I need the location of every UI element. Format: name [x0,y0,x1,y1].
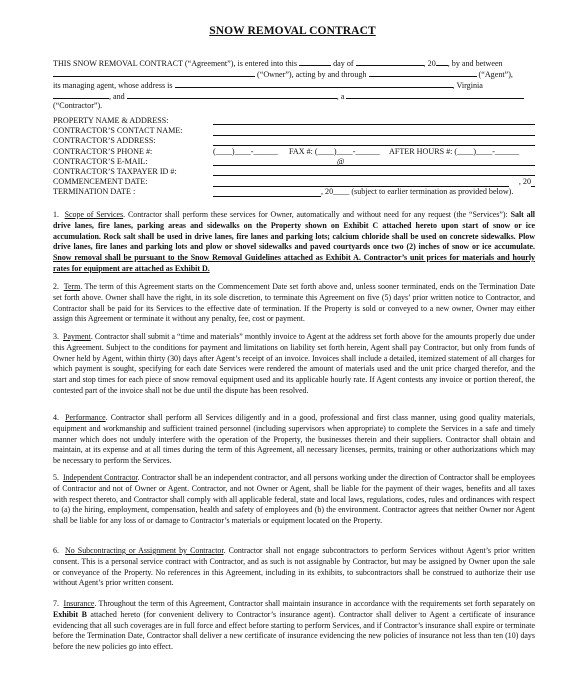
section-heading: Scope of Services [64,210,124,219]
section-text: . The term of this Agreement starts on the Commencement Date set forth above and, unless sooner terminated, ends on the Termination Date set forth above. Owner shall have the right, in its sole discretion, to terminate this Agreement on five (5) days’ prior written notice to Contractor, and Contractor shall be paid for its Services to the effective date of termination. If the Property is sold or conveyed to a new owner, Owner may either assign this Agreement or terminate it without any penalty, fee, cost or payment. [53,282,535,324]
phone-field[interactable]: (____)____-______ [213,146,278,156]
year-field[interactable] [436,57,448,66]
property-info-block [53,116,535,198]
section-no-subcontracting [53,546,535,589]
zip-field[interactable] [53,90,109,99]
property-row [53,116,535,126]
section-scope-of-services [53,210,535,275]
fax-field[interactable]: FAX #: (____)____-______ [289,146,380,156]
agent-field[interactable] [369,68,477,77]
section-text: . Throughout the term of this Agreement, Contractor shall maintain insurance in accordance with the requirements set forth separately on [94,599,535,608]
section-text: . Contractor shall be an independent contractor, and all persons working under the direction of Contractor shall be employees of Contractor and not of Owner or Agent. Contractor, and not Owner or Agent, shall be liable for the payment of their wages, benefits and all taxes with respect thereto, and Contractor shall comply with all applicable federal, state and local laws, regulations, codes, rules and ordinances with respect to (a) the hiring, employment, compensation, health and safety of employees and (b) the environment. Contractor agrees that neither Owner nor Agent shall be liable for any loss of or damage to Contractor’s materials or equipment located on the Property. [53,473,536,525]
commencement-row [53,177,535,187]
section-heading: Insurance [63,599,95,608]
intro-line-5 [53,100,535,111]
section-text: attached hereto (for convenient delivery to Contractor’s insurance agent). Contractor shall deliver to Agent a certificate of insurance evidencing that all such coverages are in full force and effect before starting to perform Services, and if Contractor’s insurance shall expire or terminate before the Termination Date, Contractor shall deliver a new certificate of insurance evidencing the new policies of insurance not less than ten (10) days before the new policies go into effect. [53,609,535,651]
intro-text: , a [336,92,345,101]
intro-text: day of [333,59,354,68]
section-number: 7. [53,599,59,608]
owner-field[interactable] [53,68,255,77]
intro-text: (“Contractor”). [53,101,103,110]
property-label: PROPERTY NAME & ADDRESS: [53,116,169,125]
section-heading: Independent Contractor [62,473,138,482]
address-label: CONTRACTOR’S ADDRESS: [53,136,156,146]
section-number: 4. [53,413,59,422]
section-text: . Contractor shall perform all Services diligently and in a good, professional and first class manner, using good quality materials, equipment and workmanship and sufficient trained personnel (including supervisors when appropriate) to complete the Services in a safe and timely manner which does not unduly interfere with the operation of the Property, the businesses therein and their suppliers. Contractor shall obtain and maintain, at its expense and at all times during the term of this Agreement, all necessary licenses, permits, training or other authorizations which may be necessary to perform the Services. [53,413,535,465]
contact-label: CONTRACTOR’S CONTACT NAME: [53,126,183,136]
day-field[interactable] [299,57,331,66]
month-field[interactable] [356,57,424,66]
address-row [53,136,535,146]
contact-row [53,126,535,136]
section-bold-text: Salt all drive lanes, fire lanes, parking areas and sidewalks on the Property shown on Exhibit C attached hereto upon start of snow or ice accumulation. Rock salt shall be used in drive lanes, fire lanes and parking lots; calcium chloride shall be used on concrete sidewalks. Plow drive lanes, fire lanes and parking lots and plow or shovel sidewalks and paved courtyards once two (2) inches of snow or ice accumulate. [53,210,535,252]
section-text: . Contractor shall perform these services for Owner, automatically and without need for any request (the “Services”): [123,210,511,219]
taxpayer-label: CONTRACTOR’S TAXPAYER ID #: [53,166,177,176]
section-text: . Contractor shall not engage subcontractors to perform Services without Agent’s prior written consent. This is a personal service contract with Contractor, and as such is not assignable by Contractor, but may be assigned by Owner upon the sale or conveyance of the Property. No references in this Agreement, including in its exhibits, to subcontractors shall be construed to authorize their use without Agent’s prior written consent. [53,546,536,588]
termination-row [53,187,535,197]
after-hours-field[interactable]: AFTER HOURS #: (____)____-______ [389,146,520,156]
email-row [53,157,535,167]
phone-row [53,147,535,157]
termination-note: , 20____ (subject to earlier termination as provided below). [321,187,514,197]
intro-text: its managing agent, whose address is [53,81,173,90]
intro-text: (“Agent”), [478,70,513,79]
section-heading: No Subcontracting or Assignment by Contractor [65,546,224,555]
intro-text: , by and between [447,59,503,68]
section-number: 1. [53,210,59,219]
intro-text: , Virginia [452,81,483,90]
termination-label: TERMINATION DATE : [53,187,136,197]
section-number: 3. [53,332,59,341]
commencement-year: , 20 [518,177,531,187]
intro-text: THIS SNOW REMOVAL CONTRACT (“Agreement”), is entered into this [53,59,298,68]
section-payment [53,332,535,397]
email-label: CONTRACTOR’S E-MAIL: [53,156,148,166]
section-bold-underlined-text: Snow removal shall be pursuant to the Snow Removal Guidelines attached as Exhibit A. Contractor’s unit prices for materials and hourly rates for equipment are attached as Exhibit D. [53,253,535,273]
termination-field[interactable] [213,196,321,197]
section-heading: Payment [63,332,91,341]
section-independent-contractor [53,473,535,527]
intro-text: , and [109,92,125,101]
section-heading: Performance [65,413,106,422]
section-number: 2. [53,282,59,291]
section-number: 5. [53,473,59,482]
taxpayer-row [53,167,535,177]
section-performance [53,413,535,467]
section-heading: Term [63,282,81,291]
section-text: . Contractor shall submit a “time and materials” monthly invoice to Agent at the address set forth above for the amounts properly due under this Agreement. Subject to the conditions for payment and limitations on liability set forth herein, Agent shall pay Contractor, but only from funds of Owner held by Agent, within thirty (30) days after Agent’s receipt of an invoice. Invoices shall include a detailed, itemized statement of all charges for which payment is sought, specifying for each date Services were rendered the amount of materials used and the unit price charged therefor, and the start and stop times for each piece of snow removal equipment used and its applicable hourly rate. If Agent contests any invoice or portion thereof, the contested part of the invoice shall not be due until the dispute has been resolved. [53,332,536,395]
section-number: 6. [53,546,59,555]
phone-label: CONTRACTOR’S PHONE #: [53,146,153,156]
agent-address-field[interactable] [175,79,453,88]
section-term [53,282,535,325]
intro-text: , 20 [423,59,436,68]
contract-title: SNOW REMOVAL CONTRACT [209,25,376,37]
contractor-name-field[interactable] [127,90,337,99]
intro-text: (“Owner”), acting by and through [257,70,367,79]
commencement-label: COMMENCEMENT DATE: [53,177,148,187]
section-bold-text: Exhibit B [53,609,87,619]
email-at-symbol: @ [337,156,345,166]
section-insurance [53,599,535,653]
contractor-type-field[interactable] [346,90,524,99]
